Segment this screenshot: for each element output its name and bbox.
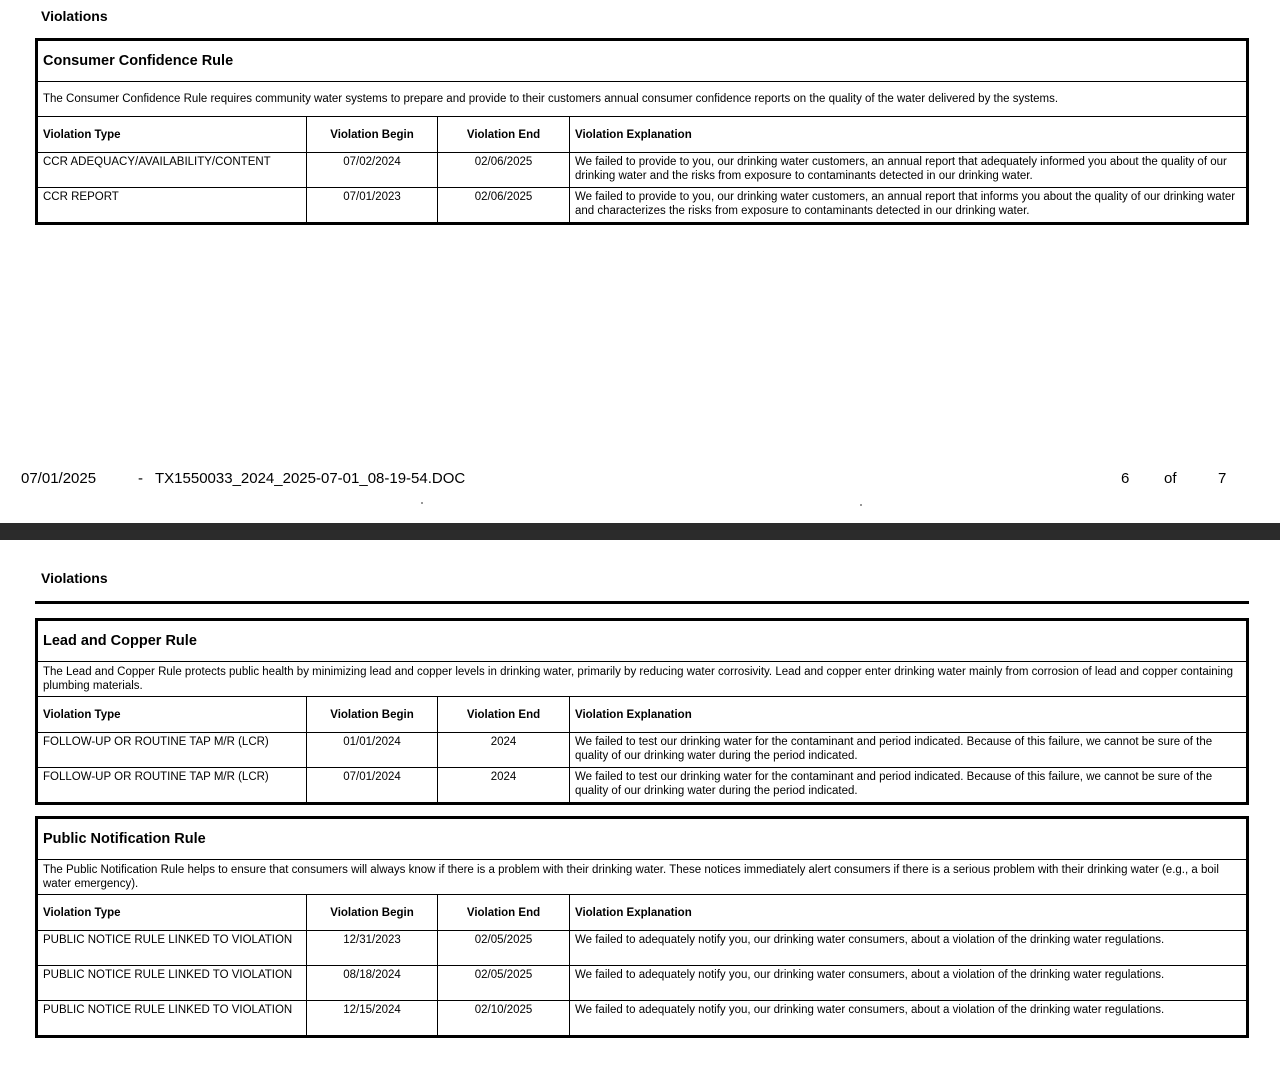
page1-heading: Violations — [41, 8, 108, 24]
lcr-violations-table — [35, 618, 1249, 805]
column-header-violation-explanation: Violation Explanation — [570, 895, 1248, 931]
ccr-violations-table — [35, 38, 1249, 225]
footer-date: 07/01/2025 — [21, 470, 97, 487]
column-header-violation-begin: Violation Begin — [307, 895, 438, 931]
violation-explanation-cell: We failed to adequately notify you, our drinking water consumers, about a violation of the drinking water regulations. — [570, 1001, 1248, 1037]
violation-explanation-cell: We failed to provide to you, our drinking water customers, an annual report that informs you about the quality of our drinking water and characterizes the risks from exposure to contaminants detected in our drinking water. — [570, 188, 1248, 224]
violation-explanation-cell: We failed to test our drinking water for the contaminant and period indicated. Because of this failure, we cannot be sure of the quality of our drinking water during the period indicated. — [570, 768, 1248, 804]
column-header-violation-begin: Violation Begin — [307, 117, 438, 153]
column-header-violation-begin: Violation Begin — [307, 697, 438, 733]
violation-end-cell: 2024 — [438, 768, 570, 804]
violation-explanation-cell: We failed to test our drinking water for the contaminant and period indicated. Because of this failure, we cannot be sure of the quality of our drinking water during the period indicated. — [570, 733, 1248, 768]
violation-type-cell: PUBLIC NOTICE RULE LINKED TO VIOLATION — [37, 966, 307, 1001]
violation-end-cell: 02/10/2025 — [438, 1001, 570, 1037]
footer-dash: - — [138, 470, 143, 487]
scan-speck — [421, 502, 423, 504]
table-row — [37, 1001, 1248, 1037]
table-row — [37, 966, 1248, 1001]
table-description: The Public Notification Rule helps to ensure that consumers will always know if there is a problem with their drinking water. These notices immediately alert consumers if there is a serious problem with their drinking water (e.g., a boil water emergency). — [37, 860, 1248, 895]
table-title: Public Notification Rule — [37, 818, 1248, 860]
violation-explanation-cell: We failed to adequately notify you, our drinking water consumers, about a violation of the drinking water regulations. — [570, 966, 1248, 1001]
table-row — [37, 931, 1248, 966]
column-header-violation-explanation: Violation Explanation — [570, 117, 1248, 153]
violation-type-cell: FOLLOW-UP OR ROUTINE TAP M/R (LCR) — [37, 768, 307, 804]
column-header-violation-explanation: Violation Explanation — [570, 697, 1248, 733]
column-header-violation-end: Violation End — [438, 697, 570, 733]
violation-type-cell: CCR REPORT — [37, 188, 307, 224]
table-row — [37, 733, 1248, 768]
table-row — [37, 768, 1248, 804]
column-header-violation-type: Violation Type — [37, 895, 307, 931]
violation-end-cell: 02/06/2025 — [438, 153, 570, 188]
footer-page-total: 7 — [1218, 470, 1227, 487]
table-title: Consumer Confidence Rule — [37, 40, 1248, 82]
violation-begin-cell: 12/15/2024 — [307, 1001, 438, 1037]
violation-begin-cell: 12/31/2023 — [307, 931, 438, 966]
column-header-violation-type: Violation Type — [37, 117, 307, 153]
scan-speck — [860, 504, 862, 506]
violation-begin-cell: 01/01/2024 — [307, 733, 438, 768]
column-header-violation-type: Violation Type — [37, 697, 307, 733]
violation-begin-cell: 07/01/2023 — [307, 188, 438, 224]
violation-explanation-cell: We failed to provide to you, our drinking water customers, an annual report that adequately informed you about the quality of our drinking water and the risks from exposure to contaminants detected in our drinking water. — [570, 153, 1248, 188]
violation-end-cell: 02/05/2025 — [438, 931, 570, 966]
violation-begin-cell: 08/18/2024 — [307, 966, 438, 1001]
violation-begin-cell: 07/02/2024 — [307, 153, 438, 188]
violation-type-cell: FOLLOW-UP OR ROUTINE TAP M/R (LCR) — [37, 733, 307, 768]
footer-filename: TX1550033_2024_2025-07-01_08-19-54.DOC — [155, 470, 466, 487]
table-row — [37, 153, 1248, 188]
footer-page-number: 6 — [1121, 470, 1130, 487]
column-header-violation-end: Violation End — [438, 117, 570, 153]
pn-violations-table — [35, 816, 1249, 1038]
table-row — [37, 188, 1248, 224]
violation-end-cell: 02/06/2025 — [438, 188, 570, 224]
violation-end-cell: 2024 — [438, 733, 570, 768]
column-header-violation-end: Violation End — [438, 895, 570, 931]
violation-end-cell: 02/05/2025 — [438, 966, 570, 1001]
violation-type-cell: CCR ADEQUACY/AVAILABILITY/CONTENT — [37, 153, 307, 188]
table-description: The Lead and Copper Rule protects public health by minimizing lead and copper levels in drinking water, primarily by reducing water corrosivity. Lead and copper enter drinking water mainly from corrosion of lead and copper containing plumbing materials. — [37, 662, 1248, 697]
table-description: The Consumer Confidence Rule requires community water systems to prepare and provide to their customers annual consumer confidence reports on the quality of the water delivered by the systems. — [37, 82, 1248, 117]
page-separator — [0, 523, 1280, 540]
page2-heading: Violations — [41, 570, 108, 586]
footer-of: of — [1164, 470, 1177, 487]
heading-rule — [35, 601, 1249, 604]
violation-type-cell: PUBLIC NOTICE RULE LINKED TO VIOLATION — [37, 931, 307, 966]
violation-begin-cell: 07/01/2024 — [307, 768, 438, 804]
violation-explanation-cell: We failed to adequately notify you, our drinking water consumers, about a violation of the drinking water regulations. — [570, 931, 1248, 966]
table-title: Lead and Copper Rule — [37, 620, 1248, 662]
violation-type-cell: PUBLIC NOTICE RULE LINKED TO VIOLATION — [37, 1001, 307, 1037]
